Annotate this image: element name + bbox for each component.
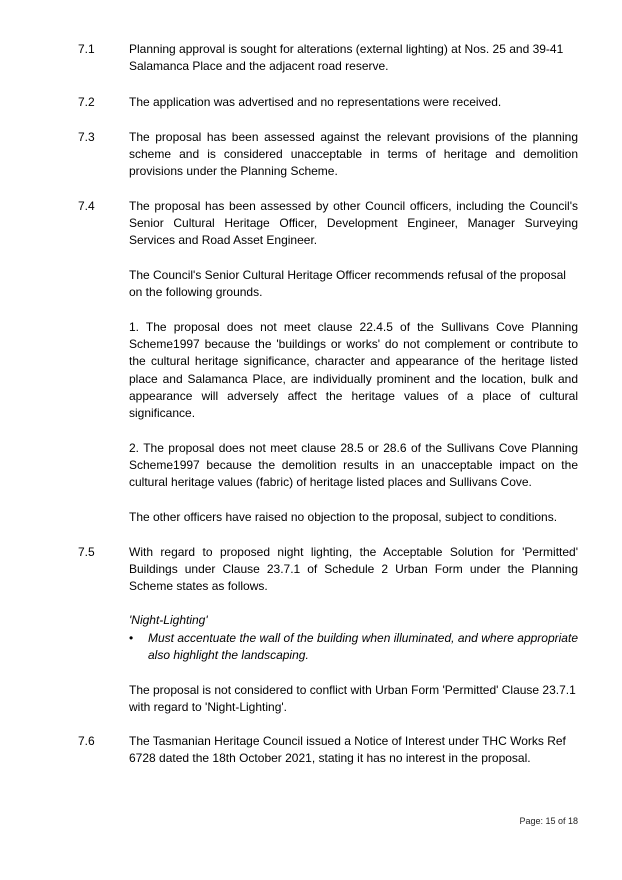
section-number: 7.5 xyxy=(78,545,95,559)
section-number: 7.4 xyxy=(78,199,95,213)
bullet-text: Must accentuate the wall of the building when illuminated, and where appropriate also highlight the landscaping. xyxy=(148,631,578,663)
section-number: 7.6 xyxy=(78,734,95,748)
section-text: The Tasmanian Heritage Council issued a Notice of Interest under THC Works Ref 6728 dated the 18th October 2021, stating it has no interest in the proposal. xyxy=(129,734,566,766)
heritage-officer-recommendation: The Council's Senior Cultural Heritage Officer recommends refusal of the proposal on the following grounds. xyxy=(129,268,566,300)
urban-form-conclusion: The proposal is not considered to conflict with Urban Form 'Permitted' Clause 23.7.1 with regard to 'Night-Lighting'. xyxy=(129,683,576,715)
other-officers-note: The other officers have raised no objection to the proposal, subject to conditions. xyxy=(129,510,558,524)
section-text: With regard to proposed night lighting, the Acceptable Solution for 'Permitted' Buildings under Clause 23.7.1 of Schedule 2 Urban Form under the Planning Scheme states as follows. xyxy=(129,545,578,594)
bullet-icon: • xyxy=(129,631,134,645)
refusal-ground-2: 2. The proposal does not meet clause 28.5 or 28.6 of the Sullivans Cove Planning Scheme1997 because the demolition results in an unacceptable impact on the cultural heritage values (fabric) of heritage listed places and Sullivans Cove. xyxy=(129,441,578,490)
page-number: Page: 15 of 18 xyxy=(519,816,578,826)
section-text: The proposal has been assessed against the relevant provisions of the planning scheme and is considered unacceptable in terms of heritage and demolition provisions under the Planning Scheme. xyxy=(129,130,578,179)
section-number: 7.3 xyxy=(78,130,95,144)
section-text: The proposal has been assessed by other Council officers, including the Council's Senior Cultural Heritage Officer, Development Engineer, Manager Surveying Services and Road Asset Engineer. xyxy=(129,199,578,248)
night-lighting-subheading: 'Night-Lighting' xyxy=(129,613,208,627)
section-number: 7.2 xyxy=(78,95,95,109)
section-text: Planning approval is sought for alterations (external lighting) at Nos. 25 and 39-41 Salamanca Place and the adjacent road reserve. xyxy=(129,42,564,74)
section-text: The application was advertised and no representations were received. xyxy=(129,95,502,109)
refusal-ground-1: 1. The proposal does not meet clause 22.4.5 of the Sullivans Cove Planning Scheme1997 because the 'buildings or works' do not complement or contribute to the cultural heritage significance, character and appearance of the heritage listed place and Salamanca Place, are individually prominent and the location, bulk and appearance will adversely affect the heritage values of a place of cultural significance. xyxy=(129,320,578,421)
section-number: 7.1 xyxy=(78,42,95,56)
